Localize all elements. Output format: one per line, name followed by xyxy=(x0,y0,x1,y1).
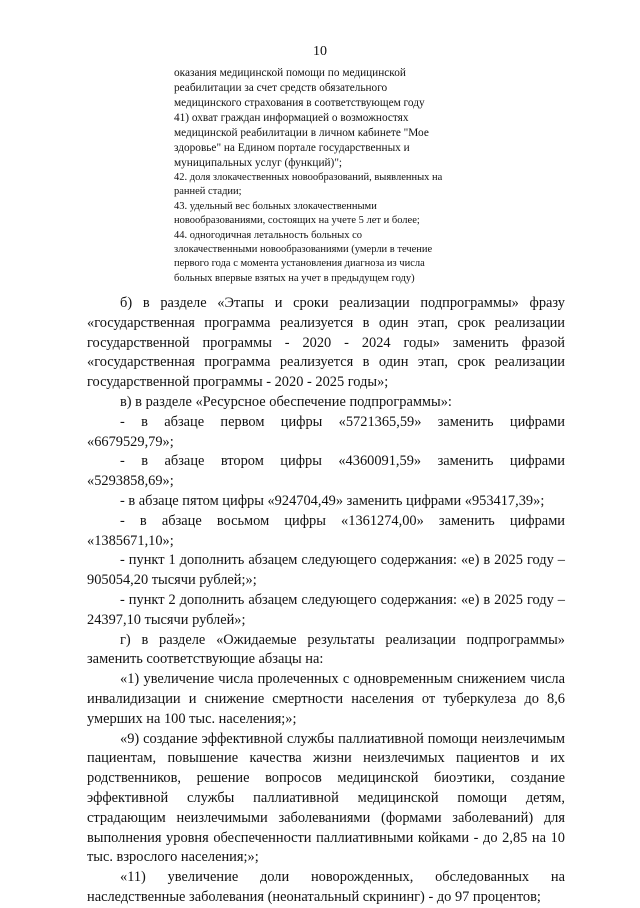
paragraph: - в абзаце первом цифры «5721365,59» заменить цифрами «6679529,79»; xyxy=(87,413,565,450)
table-row: 42. доля злокачественных новообразований, выявленных на ранней стадии; xyxy=(174,172,443,198)
paragraph: - в абзаце восьмом цифры «1361274,00» заменить цифрами «1385671,10»; xyxy=(87,512,565,549)
paragraph: «1) увеличение числа пролеченных с одновременным снижением числа инвалидизации и снижение смертности населения от туберкулеза до 8,6 умерших на 100 тыс. населения;»; xyxy=(87,671,565,727)
paragraph: г) в разделе «Ожидаемые результаты реализации подпрограммы» заменить соответствующие абзацы на: xyxy=(87,631,565,668)
paragraph: б) в разделе «Этапы и сроки реализации подпрограммы» фразу «государственная программа реализуется в один этап, срок реализации государственной программы - 2020 - 2024 годы» заменить фразой «государственная программа реализуется в один этап, срок реализации государственной программы - 2020 - 2025 годы»; xyxy=(87,295,565,391)
document-body xyxy=(87,294,565,908)
paragraph: - пункт 2 дополнить абзацем следующего содержания: «е) в 2025 году – 24397,10 тысячи рублей»; xyxy=(87,591,565,628)
paragraph: - пункт 1 дополнить абзацем следующего содержания: «е) в 2025 году – 905054,20 тысячи рублей;»; xyxy=(87,552,565,589)
page-number: 10 xyxy=(313,44,327,59)
table-row: оказания медицинской помощи по медицинской реабилитации за счет средств обязательного медицинского страхования в соответствующем году xyxy=(174,67,425,109)
table-fragment xyxy=(174,66,494,286)
table-row: 44. одногодичная летальность больных со злокачественными новообразованиями (умерли в течение первого года с момента установления диагноза из числа больных впервые взятых на учет в предыдущем году) xyxy=(174,229,433,284)
paragraph: в) в разделе «Ресурсное обеспечение подпрограммы»: xyxy=(120,393,452,410)
table-row: 41) охват граждан информацией о возможностях медицинской реабилитации в личном кабинете "Мое здоровье" на Едином портале государственных и муниципальных услуг (функций)"; xyxy=(174,112,429,169)
paragraph: - в абзаце втором цифры «4360091,59» заменить цифрами «5293858,69»; xyxy=(87,453,565,490)
paragraph: «9) создание эффективной службы паллиативной помощи неизлечимым пациентам, повышение качества жизни неизлечимых пациентов и их родственников, решение вопросов медицинской биоэтики, создание эффективной службы паллиативной медицинской помощи детям, страдающим неизлечимыми заболеваниями (формами заболеваний) для выполнения уровня обеспеченности паллиативными койками - до 2,85 на 10 тыс. взрослого населения;»; xyxy=(87,730,565,866)
paragraph: - в абзаце пятом цифры «924704,49» заменить цифрами «953417,39»; xyxy=(120,492,545,509)
table-row: 43. удельный вес больных злокачественными новообразованиями, состоящих на учете 5 лет и более; xyxy=(174,200,420,227)
paragraph: «11) увеличение доли новорожденных, обследованных на наследственные заболевания (неонатальный скрининг) - до 97 процентов; xyxy=(87,869,565,905)
